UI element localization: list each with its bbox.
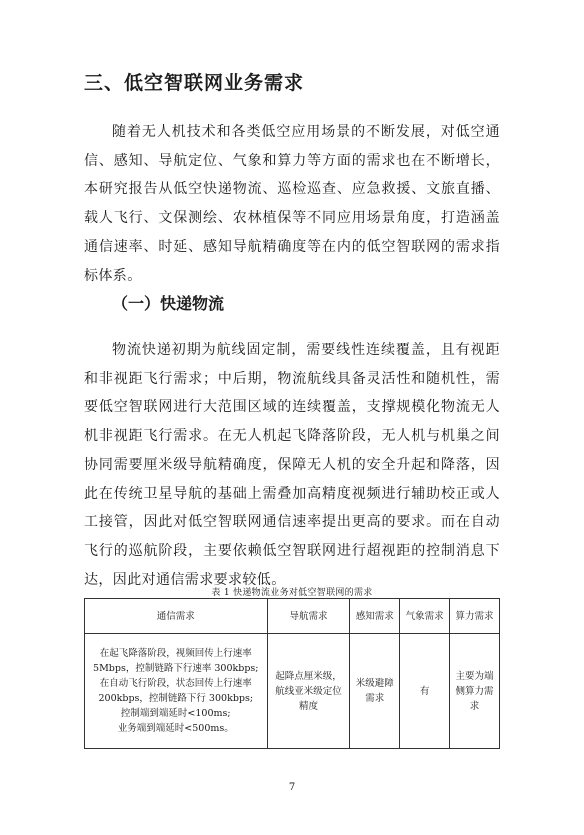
cell-weather: 有 xyxy=(400,634,450,749)
header-navigation: 导航需求 xyxy=(267,599,350,634)
page-number: 7 xyxy=(288,782,296,793)
header-perception: 感知需求 xyxy=(350,599,400,634)
intro-paragraph: 随着无人机技术和各类低空应用场景的不断发展，对低空通信、感知、导航定位、气象和算力等方面的需求也在不断增长，本研究报告从低空快递物流、巡检巡查、应急救援、文旅直播、载人飞行、文保测绘、农林植保等不同应用场景角度，打造涵盖通信速率、时延、感知导航精确度等在内的低空智联网的需求指标体系。 xyxy=(84,124,500,284)
header-computing: 算力需求 xyxy=(450,599,500,634)
cell-perception: 米级避障需求 xyxy=(350,634,400,749)
cell-communication: 在起飞降落阶段，视频回传上行速率5Mbps，控制链路下行速率 300kbps; 在自动飞行阶段，状态回传上行速率200kbps，控制链路下行 300kbps; 控制端到端延时<100ms; 业务端到端延时<500ms。 xyxy=(85,634,268,749)
table-caption: 表 1 快递物流业务对低空智联网的需求 xyxy=(211,588,373,598)
subsection-heading: （一）快递物流 xyxy=(112,294,225,313)
cell-computing: 主要为端侧算力需求 xyxy=(450,634,500,749)
cell-navigation: 起降点厘米级，航线亚米级定位精度 xyxy=(267,634,350,749)
section-heading: 三、低空智联网业务需求 xyxy=(84,72,305,94)
header-weather: 气象需求 xyxy=(400,599,450,634)
table-header-row xyxy=(85,599,500,634)
header-communication: 通信需求 xyxy=(85,599,268,634)
table-row xyxy=(85,634,500,749)
logistics-paragraph: 物流快递初期为航线固定制，需要线性连续覆盖，且有视距和非视距飞行需求；中后期，物流航线具备灵活性和随机性，需要低空智联网进行大范围区域的连续覆盖，支撑规模化物流无人机非视距飞行需求。在无人机起飞降落阶段，无人机与机巢之间协同需要厘米级导航精确度，保障无人机的安全升起和降落，因此在传统卫星导航的基础上需叠加高精度视频进行辅助校正或人工接管，因此对低空智联网通信速率提出更高的要求。而在自动飞行的巡航阶段，主要依赖低空智联网进行超视距的控制消息下达，因此对通信需求要求较低。 xyxy=(84,342,500,588)
requirements-table xyxy=(84,598,500,749)
